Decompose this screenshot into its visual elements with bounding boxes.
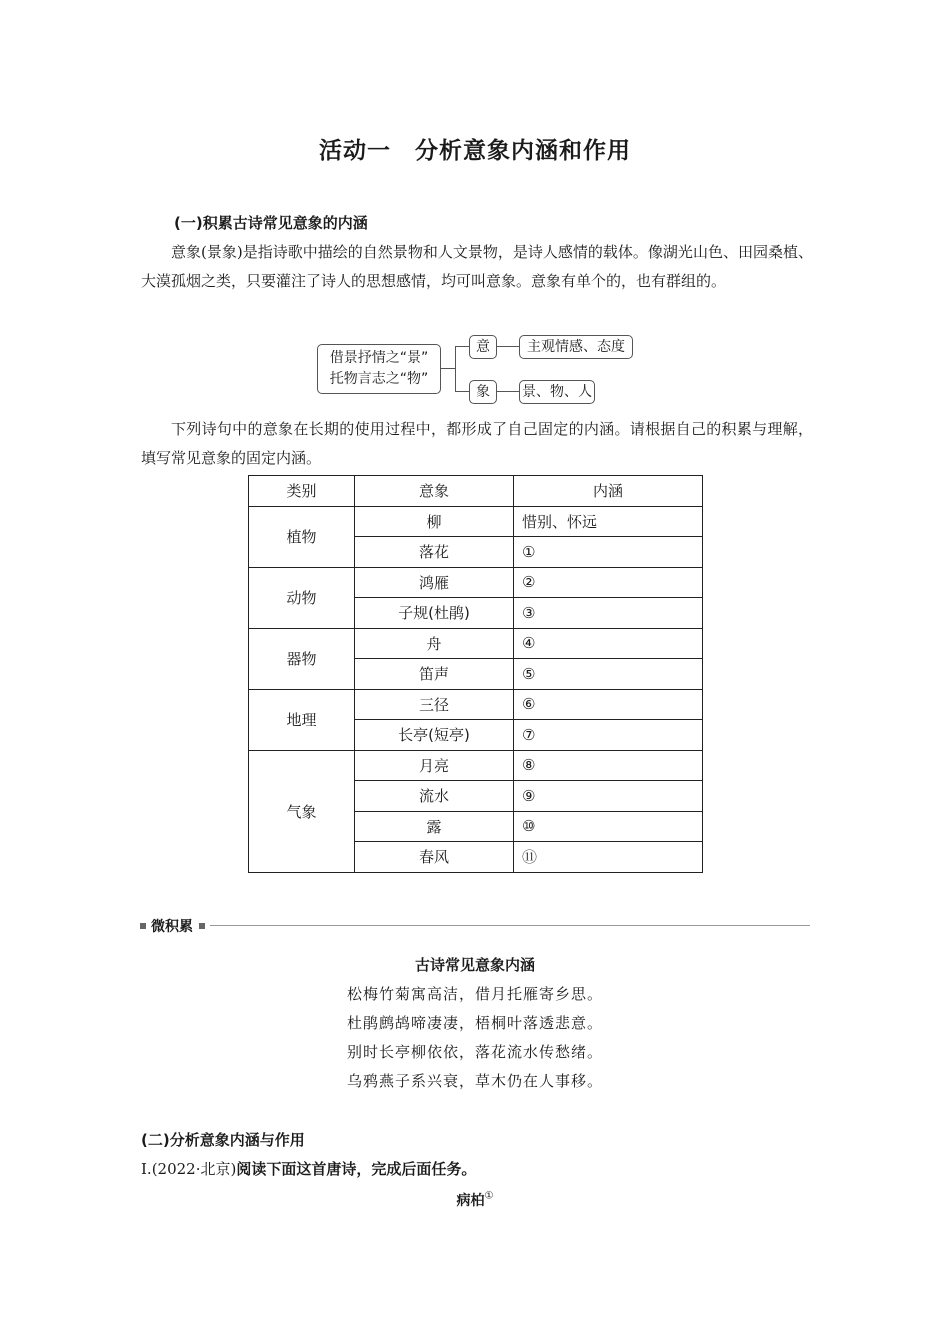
meaning-cell: ⑪ bbox=[514, 842, 703, 873]
meaning-cell: ② bbox=[514, 567, 703, 598]
diagram-left-line2: 托物言志之“物” bbox=[329, 371, 429, 387]
image-cell: 流水 bbox=[355, 781, 514, 812]
image-cell: 落花 bbox=[355, 537, 514, 568]
image-cell: 月亮 bbox=[355, 750, 514, 781]
diagram-yi-box: 意 bbox=[469, 335, 497, 359]
meaning-cell: ⑥ bbox=[514, 689, 703, 720]
header-meaning: 内涵 bbox=[514, 476, 703, 507]
meaning-cell: ⑦ bbox=[514, 720, 703, 751]
micro-poem-line: 杜鹃鹧鸪啼凄凄，梧桐叶落透悲意。 bbox=[346, 1014, 603, 1032]
section-heading-2: (二)分析意象内涵与作用 bbox=[141, 1131, 305, 1149]
diagram-left-line1: 借景抒情之“景” bbox=[329, 350, 429, 366]
category-cell: 植物 bbox=[249, 506, 355, 567]
intro-paragraph bbox=[141, 238, 813, 296]
micro-poem-line: 乌鸦燕子系兴衰，草木仍在人事移。 bbox=[346, 1072, 603, 1090]
meaning-cell: ③ bbox=[514, 598, 703, 629]
table-row bbox=[249, 628, 703, 659]
diagram-left-box bbox=[317, 344, 441, 394]
micro-poem-line: 松梅竹菊寓高洁，借月托雁寄乡思。 bbox=[346, 985, 603, 1003]
diagram-xiang-box: 象 bbox=[469, 380, 497, 404]
instruction-paragraph bbox=[141, 415, 813, 473]
meaning-cell: ① bbox=[514, 537, 703, 568]
table-row bbox=[249, 750, 703, 781]
category-cell: 器物 bbox=[249, 628, 355, 689]
meaning-cell: ⑧ bbox=[514, 750, 703, 781]
instruction-text: 下列诗句中的意象在长期的使用过程中，都形成了自己固定的内涵。请根据自己的积累与理解，填写常见意象的固定内涵。 bbox=[141, 420, 813, 467]
image-cell: 笛声 bbox=[355, 659, 514, 690]
square-bullet-icon bbox=[199, 923, 205, 929]
table-header-row bbox=[249, 476, 703, 507]
image-cell: 柳 bbox=[355, 506, 514, 537]
diagram-yi-desc-box: 主观情感、态度 bbox=[519, 335, 633, 359]
image-cell: 鸿雁 bbox=[355, 567, 514, 598]
header-category: 类别 bbox=[249, 476, 355, 507]
image-cell: 春风 bbox=[355, 842, 514, 873]
image-cell: 长亭(短亭) bbox=[355, 720, 514, 751]
question-line bbox=[141, 1158, 476, 1179]
micro-divider bbox=[210, 925, 810, 926]
category-cell: 动物 bbox=[249, 567, 355, 628]
meaning-cell: ④ bbox=[514, 628, 703, 659]
table-row bbox=[249, 567, 703, 598]
meaning-cell: ⑨ bbox=[514, 781, 703, 812]
square-bullet-icon bbox=[140, 923, 146, 929]
category-cell: 气象 bbox=[249, 750, 355, 872]
micro-poem-line: 别时长亭柳依依，落花流水传愁绪。 bbox=[346, 1043, 603, 1061]
section-heading-1: (一)积累古诗常见意象的内涵 bbox=[174, 214, 368, 232]
category-cell: 地理 bbox=[249, 689, 355, 750]
poem-title: 病柏 bbox=[456, 1193, 485, 1209]
diagram-xiang-desc-box: 景、物、人 bbox=[519, 380, 595, 404]
poem-heading bbox=[0, 1190, 950, 1210]
question-source: Ⅰ.(2022·北京) bbox=[141, 1160, 237, 1178]
image-cell: 三径 bbox=[355, 689, 514, 720]
image-cell: 舟 bbox=[355, 628, 514, 659]
micro-label-wrap bbox=[140, 916, 209, 936]
meaning-cell: ⑤ bbox=[514, 659, 703, 690]
table-row bbox=[249, 689, 703, 720]
imagery-table bbox=[248, 475, 703, 873]
intro-text: 意象(景象)是指诗歌中描绘的自然景物和人文景物，是诗人感情的载体。像湖光山色、田园桑植、大漠孤烟之类，只要灌注了诗人的思想感情，均可叫意象。意象有单个的，也有群组的。 bbox=[141, 243, 813, 290]
micro-label: 微积累 bbox=[151, 919, 193, 935]
header-image: 意象 bbox=[355, 476, 514, 507]
meaning-cell: ⑩ bbox=[514, 811, 703, 842]
footnote-mark: ① bbox=[484, 1190, 494, 1202]
micro-poem-title: 古诗常见意象内涵 bbox=[414, 956, 535, 974]
meaning-cell: 惜别、怀远 bbox=[514, 506, 703, 537]
page-title: 活动一 分析意象内涵和作用 bbox=[319, 138, 631, 164]
question-text: 阅读下面这首唐诗，完成后面任务。 bbox=[236, 1160, 477, 1178]
image-cell: 露 bbox=[355, 811, 514, 842]
table-row bbox=[249, 506, 703, 537]
image-cell: 子规(杜鹃) bbox=[355, 598, 514, 629]
